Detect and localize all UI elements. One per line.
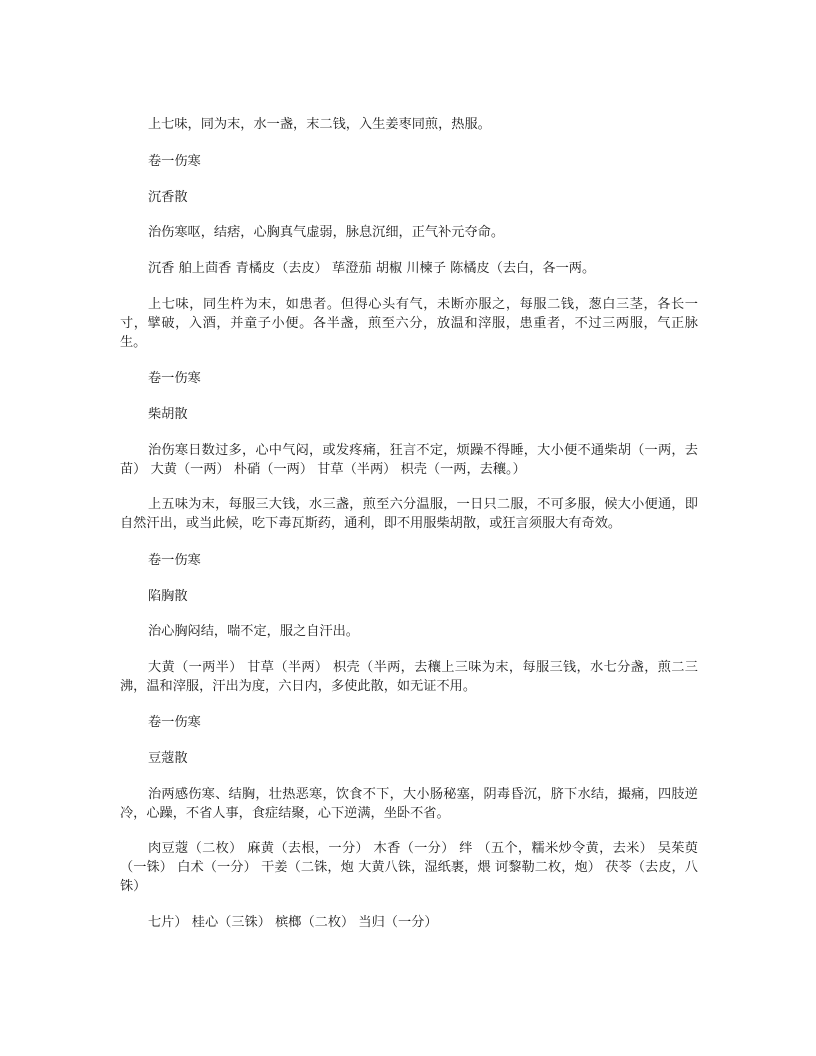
- formula-title-chenxiang: 沉香散: [148, 190, 188, 205]
- paragraph-indication-chenxiang: 治伤寒呕，结痞，心胸真气虚弱，脉息沉细，正气补元夺命。: [148, 225, 505, 240]
- paragraph-indication-doukou: 治两感伤寒、结胸，壮热恶寒，饮食不下，大小肠秘塞，阴毒昏沉，脐下水结，撮痛，四肢逆冷，心躁，不省人事，食症结聚，心下逆满，坐卧不省。: [120, 787, 698, 821]
- formula-title-xianxiong: 陷胸散: [148, 589, 188, 604]
- paragraph-indication-xianxiong: 治心胸闷结，喘不定，服之自汗出。: [148, 624, 359, 639]
- paragraph-dosage-note-1: 上七味，同为末，水一盏，末二钱，入生姜枣同煎，热服。: [148, 117, 491, 132]
- paragraph-ingredients-doukou: 肉豆蔻（二枚） 麻黄（去根，一分） 木香（一分） 绊 （五个，糯米炒令黄，去米） 吴茱萸（一铢） 白术（一分） 干姜（二铢，炮 大黄八铢，湿纸裹，煨 诃黎勒二枚，炮） 茯苓（去皮，八铢）: [120, 841, 698, 894]
- paragraph-indication-chaihu: 治伤寒日数过多，心中气闷，或发疼痛，狂言不定，烦躁不得睡，大小便不通柴胡（一两，去苗） 大黄（一两） 朴硝（一两） 甘草（半两） 枳壳（一两，去穰。）: [120, 443, 698, 477]
- paragraph-method-chaihu: 上五味为末，每服三大钱，水三盏，煎至六分温服，一日只二服，不可多服，候大小便通，即自然汗出，或当此候，吃下毒瓦斯药，通利，即不用服柴胡散，或狂言须服大有奇效。: [120, 497, 698, 531]
- paragraph-method-chenxiang: 上七味，同生杵为末，如患者。但得心头有气，未断亦服之，每服二钱，葱白三茎，各长一寸，擘破，入酒，并童子小便。各半盏，煎至六分，放温和滓服，患重者，不过三两服，气正脉生。: [120, 297, 698, 350]
- section-heading-1: 卷一伤寒: [148, 154, 201, 169]
- section-heading-2: 卷一伤寒: [148, 371, 201, 386]
- formula-title-doukou: 豆蔻散: [148, 751, 188, 766]
- paragraph-ingredients-xianxiong: 大黄（一两半） 甘草（半两） 枳壳（半两，去穰上三味为末，每服三钱，水七分盏，煎二三沸，温和滓服，汗出为度，六日内，多使此散，如无证不用。: [120, 660, 698, 694]
- section-heading-3: 卷一伤寒: [148, 553, 201, 568]
- formula-title-chaihu: 柴胡散: [148, 407, 188, 422]
- section-heading-4: 卷一伤寒: [148, 715, 201, 730]
- paragraph-ingredients-doukou-cont: 七片） 桂心（三铢） 槟榔（二枚） 当归（一分）: [148, 915, 438, 930]
- paragraph-ingredients-chenxiang: 沉香 舶上茴香 青橘皮（去皮） 荜澄茄 胡椒 川楝子 陈橘皮（去白，各一两。: [148, 261, 596, 276]
